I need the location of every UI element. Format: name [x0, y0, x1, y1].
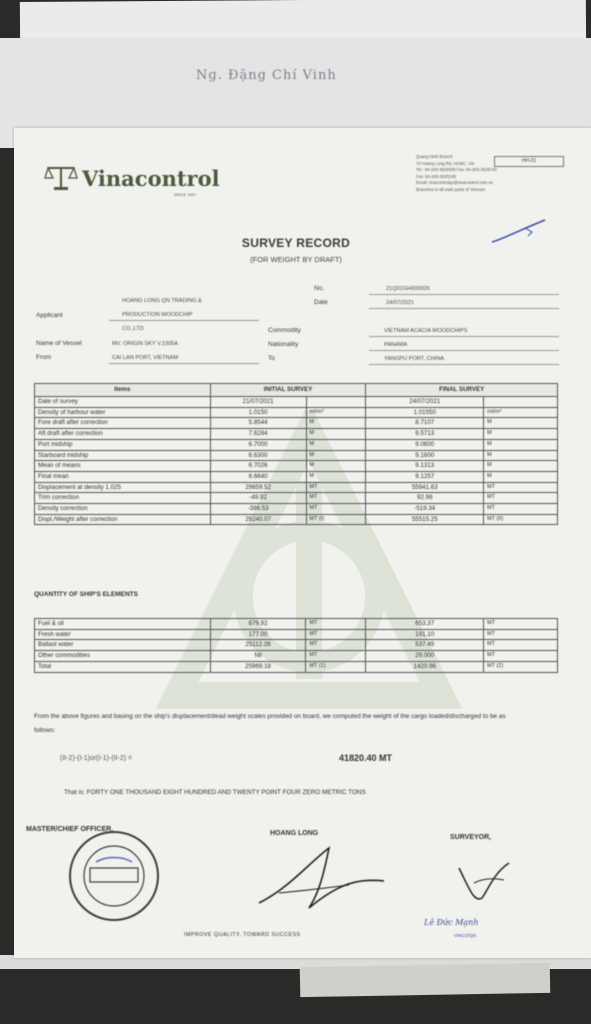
paper-edge-strip-2 [300, 963, 550, 997]
applicant-label: Applicant [36, 312, 63, 319]
row-initial-unit: MT (1) [306, 661, 366, 672]
row-initial-unit: MT [306, 504, 366, 515]
to-underline [369, 364, 559, 365]
row-initial-unit: M [306, 471, 366, 482]
row-initial-value: Nil [210, 651, 306, 662]
row-initial-unit: MT [306, 629, 366, 640]
row-final-unit: MT [484, 651, 558, 662]
to-value: YANGPU PORT, CHINA [384, 356, 445, 362]
row-final-unit: MT [484, 482, 558, 493]
row-item-label: Trim correction [35, 493, 211, 504]
row-initial-value: 21/07/2021 [210, 397, 306, 408]
row-initial-unit: MT (I) [306, 514, 366, 525]
row-initial-value: -49.92 [210, 493, 306, 504]
address-line: Quang Ninh Branch [416, 154, 453, 159]
survey-document [14, 128, 591, 958]
row-item-label: Fore draft after correction [35, 418, 211, 429]
table-row [35, 397, 558, 408]
master-signature-label: MASTER/CHIEF OFFICER, [26, 826, 114, 833]
date-underline [369, 308, 559, 309]
no-value: 21Q01GH000926 [386, 286, 430, 292]
row-item-label: Displacement at density 1.025 [35, 482, 211, 493]
row-item-label: Port midship [35, 439, 211, 450]
row-item-label: Starboard midship [35, 450, 211, 461]
row-final-unit: MT (2) [484, 661, 558, 672]
applicant-value-2: PRODUCTION WOODCHIP [122, 312, 193, 318]
row-final-unit [484, 397, 558, 408]
row-final-value: 55515.25 [366, 514, 484, 525]
row-final-value: 9.1257 [366, 471, 484, 482]
commodity-value: VIETNAM ACACIA WOODCHIPS [384, 328, 468, 334]
row-final-unit: M [484, 461, 558, 472]
top-handwriting: Ng. Đặng Chí Vinh [196, 68, 337, 83]
survey-table [34, 383, 558, 525]
nationality-underline [369, 350, 559, 351]
document-title: SURVEY RECORD [241, 236, 351, 250]
table-row [35, 661, 558, 672]
row-final-value: 92.96 [366, 493, 484, 504]
computation-paragraph: From the above figures and basing on the ship's displacement/dead weight scales provided on board, we computed the weight of the cargo loaded/discharged to be as follows: [34, 713, 506, 734]
row-initial-unit: M [306, 450, 366, 461]
table-row [35, 619, 558, 630]
footer-slogan: IMPROVE QUALITY, TOWARD SUCCESS [184, 932, 301, 938]
row-final-value: 29.000 [366, 651, 484, 662]
surveyor-org: VINCO/QN [454, 933, 477, 938]
date-value: 24/07/2021 [386, 300, 414, 306]
applicant-underline [109, 320, 259, 321]
elements-title: QUANTITY OF SHIP'S ELEMENTS [34, 591, 138, 598]
computed-weight: 41820.40 MT [339, 753, 393, 763]
row-initial-value: 6.7000 [210, 439, 306, 450]
row-item-label: Mean of means [35, 461, 211, 472]
row-final-value: 9.0600 [366, 439, 484, 450]
header-final-survey: FINAL SURVEY [366, 384, 558, 397]
row-final-value: 1420.96 [366, 661, 484, 672]
table-row [35, 482, 558, 493]
row-final-value: 8.7107 [366, 418, 484, 429]
nationality-value: PANAMA [384, 342, 408, 348]
row-final-unit: MT [484, 629, 558, 640]
row-initial-unit: MT [306, 640, 366, 651]
applicant-signature-icon [249, 843, 389, 913]
row-initial-value: 1.0150 [210, 407, 306, 418]
row-final-unit: mt/m³ [484, 407, 558, 418]
row-final-value: 9.1313 [366, 461, 484, 472]
header-initial-survey: INITIAL SURVEY [210, 384, 366, 397]
vessel-label: Name of Vessel [36, 340, 82, 347]
row-final-value: 653.37 [366, 619, 484, 630]
address-line: Fax: 84-203-3625185 [416, 173, 457, 179]
row-final-value: 9.1600 [366, 450, 484, 461]
table-row [35, 439, 558, 450]
elements-table [34, 618, 558, 673]
table-row [35, 471, 558, 482]
row-initial-value: 6.7026 [210, 461, 306, 472]
row-initial-value: 5.8544 [210, 418, 306, 429]
address-code-box: HH-01 [494, 156, 564, 167]
table-row [35, 514, 558, 525]
table-row [35, 450, 558, 461]
no-label: No. [314, 285, 325, 292]
row-item-label: Density of harbour water [35, 407, 211, 418]
no-underline [369, 294, 559, 295]
row-initial-value: 679.92 [210, 619, 306, 630]
nationality-label: Nationality [268, 341, 299, 348]
row-item-label: Fuel & oil [35, 619, 211, 630]
row-initial-unit: MT [306, 493, 366, 504]
row-final-unit: MT [484, 493, 558, 504]
scales-logo-icon [44, 164, 78, 192]
row-item-label: Fresh water [35, 629, 211, 640]
row-final-unit: M [484, 439, 558, 450]
table-row [35, 651, 558, 662]
row-final-unit: M [484, 418, 558, 429]
row-final-value: 191.10 [366, 629, 484, 640]
row-initial-value: 29240.07 [210, 514, 306, 525]
row-final-value: 55941.63 [366, 482, 484, 493]
row-final-unit: MT [484, 640, 558, 651]
row-initial-unit: M [306, 439, 366, 450]
from-value: CAI LAN PORT, VIETNAM [112, 355, 179, 361]
address-line: 73 Hoang Long Rd, HCMC, VN [416, 160, 475, 166]
row-item-label: Density correction [35, 504, 211, 515]
brand-since: SINCE 1957 [174, 192, 197, 197]
row-initial-value: 6.6300 [210, 450, 306, 461]
row-final-value: 1.01550 [366, 407, 484, 418]
row-item-label: Other commodities [35, 651, 211, 662]
row-initial-unit: mt/m³ [306, 407, 366, 418]
address-line: Tel : 84-203-3625536 Fax: 84-203-3625740 [416, 167, 497, 172]
row-initial-value: 25112.26 [210, 640, 306, 651]
header-items: Items [35, 384, 211, 397]
row-final-unit: MT (II) [484, 514, 558, 525]
row-initial-unit: M [306, 418, 366, 429]
row-initial-value: 177.00 [210, 629, 306, 640]
applicant-signature-label: HOANG LONG [270, 830, 319, 837]
row-final-unit: M [484, 429, 558, 440]
row-item-label: Displ./Weight after correction [35, 514, 211, 525]
date-label: Date [314, 299, 328, 306]
row-final-unit: M [484, 450, 558, 461]
row-final-unit: MT [484, 504, 558, 515]
row-final-value: 537.49 [366, 640, 484, 651]
row-initial-value: 6.6640 [210, 471, 306, 482]
row-final-value: 9.5713 [366, 429, 484, 440]
row-initial-unit: MT [306, 619, 366, 630]
row-final-value: 24/07/2021 [366, 397, 484, 408]
table-row [35, 493, 558, 504]
row-initial-value: -386.53 [210, 504, 306, 515]
surveyor-signature-label: SURVEYOR, [450, 834, 492, 841]
row-final-unit: M [484, 471, 558, 482]
address-line: Branches in all main ports of Vietnam [416, 186, 486, 192]
to-label: To [268, 355, 275, 362]
table-row [35, 429, 558, 440]
row-initial-unit [306, 397, 366, 408]
applicant-value-1: HOANG LONG QN TRADING & [122, 298, 202, 304]
branch-address [416, 154, 566, 193]
row-item-label: Aft draft after correction [35, 429, 211, 440]
surveyor-signature-icon [454, 858, 514, 908]
row-initial-value: 25969.18 [210, 661, 306, 672]
from-label: From [36, 354, 52, 361]
brand-name: Vinacontrol [82, 165, 220, 191]
computation-formula: (II-2)-(I-1)or(I-1)-(II-2) = [60, 755, 133, 762]
table-row [35, 629, 558, 640]
vessel-value: MV. ORIGIN SKY V.2305A [112, 341, 179, 347]
commodity-label: Commodity [268, 327, 301, 334]
address-line: Email: vinacontrolqn@vinacontrol.com.vn [416, 180, 493, 185]
survey-table-header [35, 384, 558, 397]
surveyor-name: Lê Đức Mạnh [424, 918, 479, 927]
commodity-underline [369, 336, 559, 337]
row-item-label: Final mean [35, 471, 211, 482]
applicant-value-3: CO.,LTD [122, 326, 144, 332]
row-initial-unit: MT [306, 482, 366, 493]
row-initial-unit: M [306, 429, 366, 440]
table-row [35, 461, 558, 472]
row-final-unit: MT [484, 619, 558, 630]
table-row [35, 504, 558, 515]
company-logo [44, 164, 220, 192]
row-initial-value: 29659.52 [210, 482, 306, 493]
row-initial-unit: MT [306, 651, 366, 662]
from-underline [109, 363, 259, 364]
row-item-label: Total [35, 661, 211, 672]
table-row [35, 640, 558, 651]
table-row [35, 418, 558, 429]
document-subtitle: (FOR WEIGHT BY DRAFT) [250, 255, 342, 264]
row-item-label: Date of survey [35, 397, 211, 408]
row-final-value: -519.34 [366, 504, 484, 515]
row-initial-unit: M [306, 461, 366, 472]
row-item-label: Ballast water [35, 640, 211, 651]
ship-stamp-icon [66, 828, 162, 924]
table-row [35, 407, 558, 418]
row-initial-value: 7.6284 [210, 429, 306, 440]
weight-in-words: That is: FORTY ONE THOUSAND EIGHT HUNDRED AND TWENTY POINT FOUR ZERO METRIC TONS [64, 789, 366, 796]
